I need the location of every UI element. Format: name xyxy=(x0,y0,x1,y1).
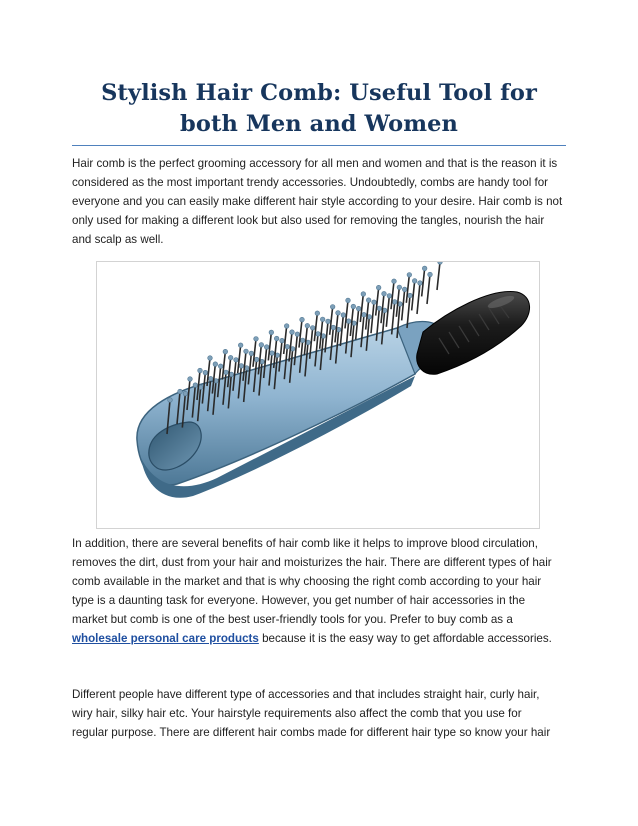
bristle-tip xyxy=(208,356,213,361)
bristle-tip xyxy=(198,368,203,373)
bristle-tip xyxy=(254,337,259,342)
bristle-tip xyxy=(387,294,392,299)
bristle-tip xyxy=(254,357,259,362)
bristle-tip xyxy=(168,398,173,403)
bristle-tip xyxy=(366,298,371,303)
hairbrush-photo xyxy=(96,261,540,529)
bristle-tip xyxy=(377,306,382,311)
bristle-tip xyxy=(300,338,305,343)
bristle-tip xyxy=(218,364,223,369)
bristle-tip xyxy=(290,330,295,335)
bristle-tip xyxy=(346,319,351,324)
bristle-tip xyxy=(408,293,413,298)
bristle xyxy=(427,275,430,305)
bristle-tip xyxy=(376,285,381,290)
bristle-tip xyxy=(270,351,275,356)
hair-types-paragraph: Different people have different type of accessories and that includes straight hair, curly hair, wiry hair, silky hair etc. Your hairstyle requirements also affect the comb that you use for regular purpose. There are different hair combs made for different hair type so know your hair xyxy=(72,688,551,739)
bristle-tip xyxy=(269,330,274,335)
bristle-tip xyxy=(438,262,443,264)
bristle-tip xyxy=(356,306,361,311)
bristle-tip xyxy=(244,349,249,354)
bristle-tip xyxy=(284,324,289,329)
bristle-tip xyxy=(397,285,402,290)
bristle xyxy=(417,283,420,314)
bristle-tip xyxy=(392,279,397,284)
bristle-tip xyxy=(239,364,244,369)
bristle-tip xyxy=(418,281,423,286)
bristle-tip xyxy=(188,377,193,382)
bristle-tip xyxy=(326,319,331,324)
bristle-tip xyxy=(412,279,417,284)
benefits-text-end: because it is the easy way to get affordable accessories. xyxy=(258,632,552,645)
bristle-tip xyxy=(331,325,336,330)
bristle-tip xyxy=(223,349,228,354)
bristle-tip xyxy=(336,311,341,316)
bristle-tip xyxy=(224,370,229,375)
hairbrush-illustration xyxy=(97,262,540,529)
bristle-tip xyxy=(315,311,320,316)
bristle-tip xyxy=(407,273,412,278)
bristle-tip xyxy=(285,344,290,349)
bristle-tip xyxy=(305,323,310,328)
bristle-tip xyxy=(178,389,183,394)
brush-handle xyxy=(417,292,530,375)
bristle-tip xyxy=(362,312,367,317)
benefits-text: In addition, there are several benefits of hair comb like it helps to improve blood circulation, removes the dirt, dust from your hair and moisturizes the hair. There are different types of hair comb available in the market and that is why choosing the right comb according to your hair type is a daunting task for everyone. However, you get number of hair accessories in the market but comb is one of the best user-friendly tools for you. Prefer to buy comb as a xyxy=(72,537,552,626)
bristle-tip xyxy=(249,351,254,356)
bristle-tip xyxy=(213,362,218,367)
bristle-tip xyxy=(402,287,407,292)
page-title: Stylish Hair Comb: Useful Tool for both Men and Women xyxy=(101,80,537,137)
bristle-tip xyxy=(372,300,377,305)
bristle-tip xyxy=(341,313,346,318)
bristle-tip xyxy=(203,370,208,375)
title-divider xyxy=(72,145,566,146)
bristle-tip xyxy=(274,336,279,341)
bristle-tip xyxy=(300,317,305,322)
bristle-tip xyxy=(330,305,335,310)
bristle-tip xyxy=(280,338,285,343)
bristle-tip xyxy=(183,391,188,396)
bristle-tip xyxy=(346,298,351,303)
bristle-tip xyxy=(259,343,264,348)
bristle-tip xyxy=(316,332,321,337)
bristle-tip xyxy=(295,332,300,337)
benefits-paragraph xyxy=(72,534,566,648)
bristle xyxy=(437,262,440,290)
bristle-tip xyxy=(228,355,233,360)
bristle-tip xyxy=(310,326,315,331)
bristle-tip xyxy=(392,300,397,305)
bristle-tip xyxy=(428,272,433,277)
bristle-tip xyxy=(208,376,213,381)
bristle-tip xyxy=(382,291,387,296)
bristle-tip xyxy=(234,358,239,363)
bristle-tip xyxy=(238,343,243,348)
bristle-tip xyxy=(264,345,269,350)
intro-paragraph: Hair comb is the perfect grooming accessory for all men and women and that is the reason it is considered as the most important trendy accessories. Undoubtedly, combs are handy tool for everyone and you can easily make different hair style according to your desire. Hair comb is not only used for making a different look but also used for removing the tangles, nourish the hair and scalp as well. xyxy=(72,157,563,246)
wholesale-products-link[interactable]: wholesale personal care products xyxy=(72,632,259,645)
bristle-tip xyxy=(320,317,325,322)
bristle-tip xyxy=(361,292,366,297)
bristle-tip xyxy=(422,266,427,271)
bristle-tip xyxy=(193,383,198,388)
bristle-tip xyxy=(351,304,356,309)
